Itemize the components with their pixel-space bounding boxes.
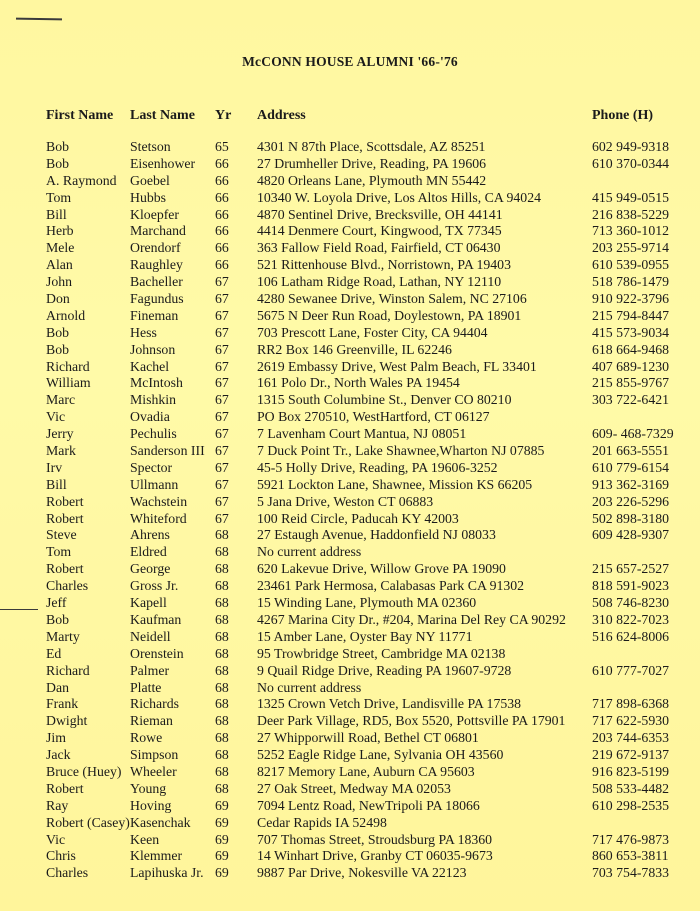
phone-cell: 518 786-1479 — [592, 274, 670, 290]
first-name-cell: Don — [46, 291, 70, 307]
table-row — [0, 781, 700, 798]
table-row — [0, 139, 700, 156]
phone-cell: 303 722-6421 — [592, 392, 670, 408]
first-name-cell: Mele — [46, 240, 75, 256]
phone-cell: 415 949-0515 — [592, 189, 670, 205]
last-name-cell: Stetson — [130, 139, 171, 154]
table-row — [0, 832, 700, 849]
table-row — [0, 443, 700, 460]
first-name-cell: Jerry — [46, 426, 74, 442]
phone-cell: 610 779-6154 — [592, 459, 670, 475]
last-name-cell: Eldred — [130, 544, 167, 560]
last-name-cell: Bacheller — [130, 274, 183, 290]
first-name-cell: John — [46, 274, 73, 290]
phone-cell: 508 533-4482 — [592, 780, 670, 796]
phone-cell: 717 622-5930 — [592, 713, 670, 729]
last-name-cell: Orenstein — [130, 645, 184, 661]
year-cell: 68 — [215, 611, 229, 627]
last-name-cell: Raughley — [130, 257, 183, 273]
last-name-cell: George — [130, 561, 171, 577]
last-name-cell: Rieman — [130, 713, 173, 729]
phone-cell: 717 476-9873 — [592, 831, 670, 847]
phone-cell: 407 689-1230 — [592, 358, 670, 374]
table-row — [0, 190, 700, 207]
year-cell: 69 — [215, 831, 229, 847]
first-name-cell: Ray — [46, 797, 69, 813]
address-cell: 2619 Embassy Drive, West Palm Beach, FL 33401 — [257, 358, 537, 374]
last-name-cell: Neidell — [130, 628, 171, 644]
table-row — [0, 680, 700, 697]
table-row — [0, 308, 700, 325]
last-name-cell: Kapell — [130, 595, 167, 611]
address-cell: 7 Duck Point Tr., Lake Shawnee,Wharton NJ 07885 — [257, 443, 545, 459]
table-row — [0, 629, 700, 646]
year-cell: 67 — [215, 358, 229, 374]
address-cell: 1315 South Columbine St., Denver CO 80210 — [257, 392, 512, 408]
header-first-name: First Name — [46, 108, 114, 123]
last-name-cell: Orendorf — [130, 240, 181, 256]
address-cell: Cedar Rapids IA 52498 — [257, 814, 387, 830]
first-name-cell: Marc — [46, 392, 76, 408]
first-name-cell: Steve — [46, 527, 77, 543]
last-name-cell: Johnson — [130, 341, 176, 357]
year-cell: 66 — [215, 172, 229, 188]
address-cell: 45-5 Holly Drive, Reading, PA 19606-3252 — [257, 459, 498, 475]
table-row — [0, 865, 700, 882]
phone-cell: 860 653-3811 — [592, 848, 669, 864]
year-cell: 67 — [215, 459, 229, 475]
first-name-cell: Irv — [46, 459, 63, 475]
last-name-cell: Kachel — [130, 358, 170, 374]
first-name-cell: Charles — [46, 865, 89, 881]
page-title: McCONN HOUSE ALUMNI '66-'76 — [242, 54, 458, 69]
address-cell: 703 Prescott Lane, Foster City, CA 94404 — [257, 324, 488, 340]
address-cell: 161 Polo Dr., North Wales PA 19454 — [257, 375, 460, 391]
last-name-cell: Goebel — [130, 172, 170, 188]
table-row — [0, 240, 700, 257]
first-name-cell: Richard — [46, 662, 90, 678]
phone-cell: 310 822-7023 — [592, 611, 670, 627]
year-cell: 68 — [215, 713, 229, 729]
address-cell: 7 Lavenham Court Mantua, NJ 08051 — [257, 426, 467, 442]
year-cell: 69 — [215, 865, 229, 881]
address-cell: 620 Lakevue Drive, Willow Grove PA 19090 — [257, 561, 506, 577]
first-name-cell: Jim — [46, 730, 66, 746]
last-name-cell: Fagundus — [130, 291, 184, 307]
year-cell: 68 — [215, 561, 229, 577]
phone-cell: 203 255-9714 — [592, 240, 670, 256]
first-name-cell: Arnold — [46, 307, 86, 323]
phone-cell: 610 777-7027 — [592, 662, 670, 678]
last-name-cell: Hess — [130, 324, 157, 340]
year-cell: 67 — [215, 510, 229, 526]
last-name-cell: Eisenhower — [130, 155, 196, 171]
last-name-cell: Palmer — [130, 662, 170, 678]
phone-cell: 717 898-6368 — [592, 696, 670, 712]
year-cell: 66 — [215, 206, 229, 222]
address-cell: 10340 W. Loyola Drive, Los Altos Hills, CA 94024 — [257, 189, 541, 205]
table-row — [0, 747, 700, 764]
year-cell: 68 — [215, 544, 229, 560]
first-name-cell: Ed — [46, 645, 62, 661]
first-name-cell: Dwight — [46, 713, 88, 729]
year-cell: 67 — [215, 274, 229, 290]
address-cell: 106 Latham Ridge Road, Lathan, NY 12110 — [257, 274, 502, 290]
table-row — [0, 223, 700, 240]
first-name-cell: Bob — [46, 155, 69, 171]
first-name-cell: Bill — [46, 206, 67, 222]
table-row — [0, 460, 700, 477]
year-cell: 68 — [215, 662, 229, 678]
table-row — [0, 815, 700, 832]
address-cell: 363 Fallow Field Road, Fairfield, CT 06430 — [257, 240, 501, 256]
table-row — [0, 696, 700, 713]
address-cell: RR2 Box 146 Greenville, IL 62246 — [257, 341, 452, 357]
address-cell: 27 Drumheller Drive, Reading, PA 19606 — [257, 155, 487, 171]
header-year: Yr — [215, 108, 232, 123]
table-row — [0, 409, 700, 426]
header-last-name: Last Name — [130, 108, 195, 123]
address-cell: 707 Thomas Street, Stroudsburg PA 18360 — [257, 831, 493, 847]
year-cell: 67 — [215, 493, 229, 509]
phone-cell: 219 672-9137 — [592, 747, 670, 763]
table-row — [0, 561, 700, 578]
year-cell: 68 — [215, 645, 229, 661]
year-cell: 65 — [215, 139, 229, 154]
year-cell: 67 — [215, 476, 229, 492]
table-row — [0, 612, 700, 629]
first-name-cell: Alan — [46, 257, 73, 273]
phone-cell: 602 949-9318 — [592, 139, 670, 154]
first-name-cell: Charles — [46, 578, 89, 594]
year-cell: 68 — [215, 595, 229, 611]
phone-cell: 215 794-8447 — [592, 307, 670, 323]
address-cell: PO Box 270510, WestHartford, CT 06127 — [257, 409, 490, 425]
phone-cell: 216 838-5229 — [592, 206, 670, 222]
first-name-cell: Bob — [46, 341, 69, 357]
first-name-cell: Dan — [46, 679, 69, 695]
phone-cell: 609- 468-7329 — [592, 426, 674, 442]
header-address: Address — [257, 108, 306, 123]
year-cell: 67 — [215, 443, 229, 459]
year-cell: 68 — [215, 628, 229, 644]
address-cell: 14 Winhart Drive, Granby CT 06035-9673 — [257, 848, 493, 864]
last-name-cell: Keen — [130, 831, 160, 847]
first-name-cell: Marty — [46, 628, 80, 644]
year-cell: 66 — [215, 223, 229, 239]
year-cell: 67 — [215, 291, 229, 307]
alumni-table — [0, 139, 700, 882]
first-name-cell: Robert — [46, 561, 84, 577]
pen-mark — [16, 18, 62, 21]
address-cell: 15 Winding Lane, Plymouth MA 02360 — [257, 595, 477, 611]
first-name-cell: Vic — [46, 409, 66, 425]
phone-cell: 610 539-0955 — [592, 257, 670, 273]
year-cell: 68 — [215, 763, 229, 779]
phone-cell: 508 746-8230 — [592, 595, 670, 611]
phone-cell: 818 591-9023 — [592, 578, 670, 594]
year-cell: 69 — [215, 814, 229, 830]
address-cell: 9887 Par Drive, Nokesville VA 22123 — [257, 865, 467, 881]
year-cell: 66 — [215, 155, 229, 171]
first-name-cell: Tom — [46, 544, 72, 560]
first-name-cell: Mark — [46, 443, 76, 459]
table-row — [0, 798, 700, 815]
table-row — [0, 578, 700, 595]
phone-cell: 610 370-0344 — [592, 155, 670, 171]
address-cell: 15 Amber Lane, Oyster Bay NY 11771 — [257, 628, 473, 644]
phone-cell: 201 663-5551 — [592, 443, 670, 459]
address-cell: Deer Park Village, RD5, Box 5520, Pottsville PA 17901 — [257, 713, 566, 729]
last-name-cell: Kaufman — [130, 611, 182, 627]
phone-cell: 215 657-2527 — [592, 561, 670, 577]
year-cell: 68 — [215, 527, 229, 543]
address-cell: 5252 Eagle Ridge Lane, Sylvania OH 43560 — [257, 747, 504, 763]
first-name-cell: Vic — [46, 831, 66, 847]
last-name-cell: Lapihuska Jr. — [130, 865, 204, 881]
first-name-cell: Frank — [46, 696, 79, 712]
first-name-cell: Robert (Casey) — [46, 814, 130, 830]
address-cell: 9 Quail Ridge Drive, Reading PA 19607-9728 — [257, 662, 512, 678]
first-name-cell: Bob — [46, 139, 69, 154]
address-cell: 27 Whipporwill Road, Bethel CT 06801 — [257, 730, 479, 746]
address-cell: 521 Rittenhouse Blvd., Norristown, PA 19403 — [257, 257, 511, 273]
year-cell: 69 — [215, 797, 229, 813]
table-row — [0, 730, 700, 747]
first-name-cell: Bob — [46, 324, 69, 340]
first-name-cell: Herb — [46, 223, 74, 239]
last-name-cell: Hubbs — [130, 189, 167, 205]
last-name-cell: Ovadia — [130, 409, 170, 425]
year-cell: 66 — [215, 257, 229, 273]
table-row — [0, 713, 700, 730]
phone-cell: 415 573-9034 — [592, 324, 670, 340]
table-row — [0, 544, 700, 561]
phone-cell: 618 664-9468 — [592, 341, 670, 357]
header-phone: Phone (H) — [592, 108, 654, 123]
table-row — [0, 274, 700, 291]
phone-cell: 916 823-5199 — [592, 763, 670, 779]
last-name-cell: Spector — [130, 459, 173, 475]
last-name-cell: Kasenchak — [130, 814, 191, 830]
last-name-cell: Rowe — [130, 730, 163, 746]
last-name-cell: Klemmer — [130, 848, 183, 864]
table-row — [0, 494, 700, 511]
phone-cell: 203 744-6353 — [592, 730, 670, 746]
year-cell: 68 — [215, 780, 229, 796]
table-row — [0, 527, 700, 544]
last-name-cell: Pechulis — [130, 426, 177, 442]
table-row — [0, 325, 700, 342]
year-cell: 67 — [215, 341, 229, 357]
year-cell: 68 — [215, 578, 229, 594]
table-row — [0, 156, 700, 173]
phone-cell: 713 360-1012 — [592, 223, 670, 239]
first-name-cell: A. Raymond — [46, 172, 117, 188]
last-name-cell: Fineman — [130, 307, 179, 323]
address-cell: 27 Oak Street, Medway MA 02053 — [257, 780, 451, 796]
year-cell: 68 — [215, 679, 229, 695]
address-cell: 4280 Sewanee Drive, Winston Salem, NC 27106 — [257, 291, 527, 307]
address-cell: 100 Reid Circle, Paducah KY 42003 — [257, 510, 459, 526]
table-row — [0, 595, 700, 612]
address-cell: 8217 Memory Lane, Auburn CA 95603 — [257, 763, 475, 779]
year-cell: 67 — [215, 324, 229, 340]
address-cell: 4301 N 87th Place, Scottsdale, AZ 85251 — [257, 139, 486, 154]
first-name-cell: Robert — [46, 780, 84, 796]
table-header — [0, 108, 700, 126]
first-name-cell: William — [46, 375, 91, 391]
last-name-cell: Kloepfer — [130, 206, 180, 222]
year-cell: 68 — [215, 747, 229, 763]
phone-cell: 910 922-3796 — [592, 291, 670, 307]
first-name-cell: Jack — [46, 747, 71, 763]
address-cell: No current address — [257, 679, 362, 695]
last-name-cell: Wheeler — [130, 763, 177, 779]
phone-cell: 502 898-3180 — [592, 510, 670, 526]
first-name-cell: Richard — [46, 358, 90, 374]
last-name-cell: Richards — [130, 696, 180, 712]
address-cell: 5921 Lockton Lane, Shawnee, Mission KS 66205 — [257, 476, 533, 492]
address-cell: No current address — [257, 544, 362, 560]
address-cell: 27 Estaugh Avenue, Haddonfield NJ 08033 — [257, 527, 496, 543]
first-name-cell: Jeff — [46, 595, 67, 611]
year-cell: 66 — [215, 189, 229, 205]
first-name-cell: Tom — [46, 189, 72, 205]
year-cell: 67 — [215, 307, 229, 323]
table-row — [0, 848, 700, 865]
last-name-cell: Ahrens — [130, 527, 170, 543]
first-name-cell: Bob — [46, 611, 69, 627]
last-name-cell: Whiteford — [130, 510, 187, 526]
table-row — [0, 426, 700, 443]
address-cell: 4870 Sentinel Drive, Brecksville, OH 44141 — [257, 206, 503, 222]
last-name-cell: Sanderson III — [130, 443, 205, 459]
year-cell: 68 — [215, 730, 229, 746]
table-row — [0, 646, 700, 663]
first-name-cell: Robert — [46, 510, 84, 526]
first-name-cell: Chris — [46, 848, 76, 864]
year-cell: 67 — [215, 375, 229, 391]
year-cell: 67 — [215, 392, 229, 408]
address-cell: 1325 Crown Vetch Drive, Landisville PA 17538 — [257, 696, 522, 712]
phone-cell: 609 428-9307 — [592, 527, 670, 543]
last-name-cell: Young — [130, 780, 167, 796]
address-cell: 4414 Denmere Court, Kingwood, TX 77345 — [257, 223, 502, 239]
last-name-cell: Mishkin — [130, 392, 176, 408]
table-row — [0, 257, 700, 274]
table-row — [0, 764, 700, 781]
first-name-cell: Bruce (Huey) — [46, 763, 122, 779]
address-cell: 4820 Orleans Lane, Plymouth MN 55442 — [257, 172, 487, 188]
table-row — [0, 207, 700, 224]
phone-cell: 203 226-5296 — [592, 493, 670, 509]
table-row — [0, 375, 700, 392]
last-name-cell: Wachstein — [130, 493, 188, 509]
phone-cell: 516 624-8006 — [592, 628, 670, 644]
year-cell: 67 — [215, 409, 229, 425]
table-row — [0, 359, 700, 376]
table-row — [0, 477, 700, 494]
first-name-cell: Bill — [46, 476, 67, 492]
address-cell: 95 Trowbridge Street, Cambridge MA 02138 — [257, 645, 506, 661]
last-name-cell: Ullmann — [130, 476, 179, 492]
year-cell: 68 — [215, 696, 229, 712]
address-cell: 4267 Marina City Dr., #204, Marina Del Rey CA 90292 — [257, 611, 566, 627]
address-cell: 5 Jana Drive, Weston CT 06883 — [257, 493, 434, 509]
phone-cell: 215 855-9767 — [592, 375, 670, 391]
year-cell: 69 — [215, 848, 229, 864]
year-cell: 67 — [215, 426, 229, 442]
address-cell: 7094 Lentz Road, NewTripoli PA 18066 — [257, 797, 480, 813]
last-name-cell: McIntosh — [130, 375, 183, 391]
table-row — [0, 291, 700, 308]
last-name-cell: Simpson — [130, 747, 179, 763]
table-row — [0, 511, 700, 528]
last-name-cell: Hoving — [130, 797, 172, 813]
first-name-cell: Robert — [46, 493, 84, 509]
table-row — [0, 342, 700, 359]
table-row — [0, 173, 700, 190]
phone-cell: 913 362-3169 — [592, 476, 670, 492]
last-name-cell: Platte — [130, 679, 162, 695]
address-cell: 5675 N Deer Run Road, Doylestown, PA 18901 — [257, 307, 522, 323]
last-name-cell: Gross Jr. — [130, 578, 179, 594]
last-name-cell: Marchand — [130, 223, 186, 239]
table-row — [0, 392, 700, 409]
phone-cell: 703 754-7833 — [592, 865, 670, 881]
table-row — [0, 663, 700, 680]
phone-cell: 610 298-2535 — [592, 797, 670, 813]
address-cell: 23461 Park Hermosa, Calabasas Park CA 91302 — [257, 578, 525, 594]
year-cell: 66 — [215, 240, 229, 256]
